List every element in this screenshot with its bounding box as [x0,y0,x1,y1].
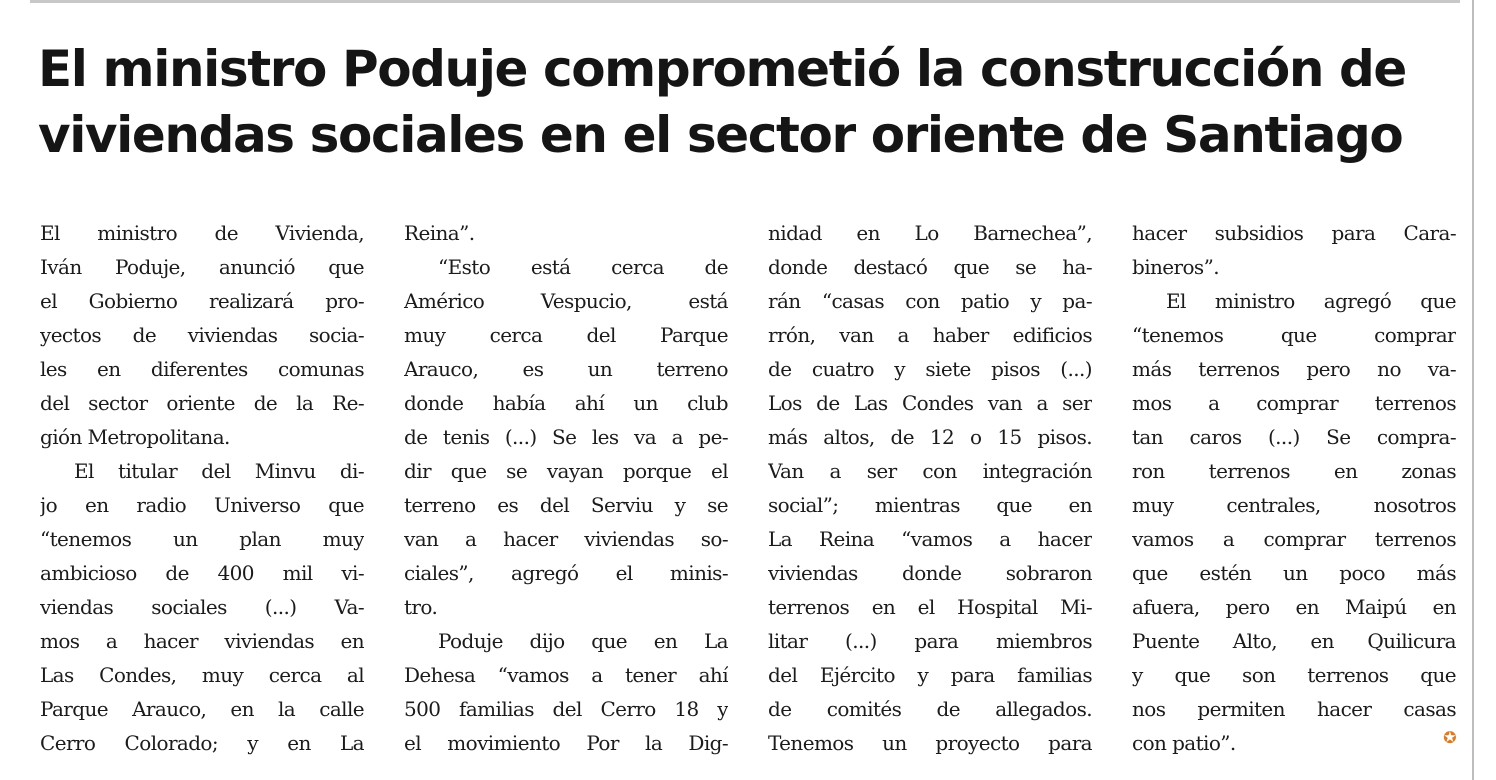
article-line: rrón, van a haber edificios [768,323,1092,347]
article-line: bineros”. [1132,255,1219,279]
article-line: El titular del Minvu di- [74,459,364,483]
article-line: Cerro Colorado; y en La [40,731,364,755]
article-line: gión Metropolitana. [40,425,230,449]
article-line: mos a hacer viviendas en [40,629,364,653]
article-line: Dehesa “vamos a tener ahí [404,663,728,687]
article-line: “tenemos que comprar [1132,323,1456,347]
article-line: mos a comprar terrenos [1132,391,1456,415]
article-line: que estén un poco más [1132,561,1456,585]
article-line: hacer subsidios para Cara- [1132,221,1456,245]
article-line: Los de Las Condes van a ser [768,391,1092,415]
article-line: vamos a comprar terrenos [1132,527,1456,551]
article-line: viviendas donde sobraron [768,561,1092,585]
article-line: Van a ser con integración [768,459,1092,483]
article-line: viendas sociales (...) Va- [40,595,364,619]
headline-line-1: El ministro Poduje comprometió la construcción de [38,40,1406,98]
article-line: Arauco, es un terreno [404,357,728,381]
end-of-article-star-icon: ✪ [1443,728,1457,747]
article-line: “tenemos un plan muy [40,527,364,551]
article-line: el movimiento Por la Dig- [404,731,728,755]
article-line: El ministro de Vivienda, [40,221,364,245]
article-line: Reina”. [404,221,475,245]
article-line: rán “casas con patio y pa- [768,289,1092,313]
article-line: La Reina “vamos a hacer [768,527,1092,551]
article-line: de cuatro y siete pisos (...) [768,357,1092,381]
article-line: muy cerca del Parque [404,323,728,347]
article-line: terreno es del Serviu y se [404,493,728,517]
article-column-3 [768,216,1092,760]
article-line: más altos, de 12 o 15 pisos. [768,425,1092,449]
article-line: Puente Alto, en Quilicura [1132,629,1456,653]
article-line: nos permiten hacer casas [1132,697,1456,721]
article-line: jo en radio Universo que [40,493,364,517]
article-line: 500 familias del Cerro 18 y [404,697,728,721]
article-line: social”; mientras que en [768,493,1092,517]
top-rule [30,0,1460,3]
article-line: tro. [404,595,438,619]
article-line: Las Condes, muy cerca al [40,663,364,687]
article-line: terrenos en el Hospital Mi- [768,595,1092,619]
headline-line-2: viviendas sociales en el sector oriente de Santiago [38,106,1403,164]
article-line: Iván Poduje, anunció que [40,255,364,279]
article-line: muy centrales, nosotros [1132,493,1456,517]
article-line: ron terrenos en zonas [1132,459,1456,483]
article-line: ambicioso de 400 mil vi- [40,561,364,585]
article-line: y que son terrenos que [1132,663,1456,687]
article-line: Tenemos un proyecto para [768,731,1092,755]
article-line: del sector oriente de la Re- [40,391,364,415]
article-line: de comités de allegados. [768,697,1092,721]
article-line: más terrenos pero no va- [1132,357,1456,381]
article-column-4 [1132,216,1456,760]
article-line: Parque Arauco, en la calle [40,697,364,721]
article-line: donde había ahí un club [404,391,728,415]
article-line: yectos de viviendas socia- [40,323,364,347]
article-line: ciales”, agregó el minis- [404,561,728,585]
article-line: nidad en Lo Barnechea”, [768,221,1092,245]
article-line: El ministro agregó que [1166,289,1456,313]
article-column-1 [40,216,364,760]
article-line: de tenis (...) Se les va a pe- [404,425,728,449]
article-line: del Ejército y para familias [768,663,1092,687]
article-line: litar (...) para miembros [768,629,1092,653]
article-line: Américo Vespucio, está [404,289,728,313]
headline [38,36,1458,168]
article-line: afuera, pero en Maipú en [1132,595,1456,619]
article-line: van a hacer viviendas so- [404,527,728,551]
article-line: donde destacó que se ha- [768,255,1092,279]
article-line: Poduje dijo que en La [438,629,728,653]
article-line: con patio”. [1132,731,1236,755]
article-line: “Esto está cerca de [438,255,728,279]
article-column-2 [404,216,728,760]
column-rule [1472,0,1474,780]
article-line: el Gobierno realizará pro- [40,289,364,313]
article-line: dir que se vayan porque el [404,459,728,483]
article-line: les en diferentes comunas [40,357,364,381]
article-line: tan caros (...) Se compra- [1132,425,1456,449]
